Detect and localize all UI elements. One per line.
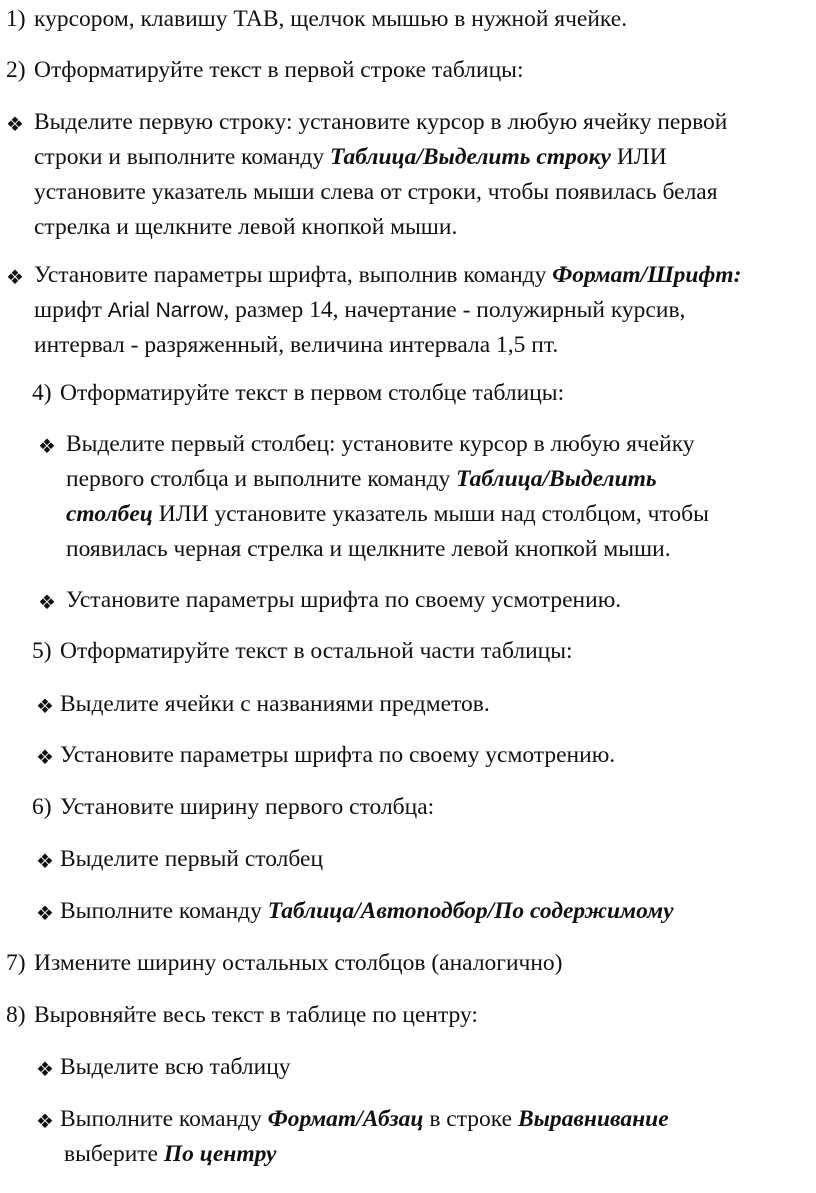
font-name: Arial Narrow bbox=[107, 299, 224, 322]
item-text: Выполните команду Таблица/Автоподбор/По содержимому bbox=[60, 898, 674, 924]
numbered-item-6 bbox=[32, 790, 434, 825]
command-name: Выравнивание bbox=[517, 1106, 669, 1132]
diamond-bullet-icon: ❖ bbox=[38, 434, 56, 458]
item-text-line: Выделите первую строку: установите курсор в любую ячейку первой bbox=[34, 109, 728, 135]
item-text: Отформатируйте текст в первой строке таблицы: bbox=[34, 57, 524, 83]
item-text: Выделите первый столбец bbox=[60, 846, 324, 872]
bullet-item-align-center bbox=[36, 1102, 669, 1172]
numbered-item-7 bbox=[6, 946, 563, 981]
bullet-item-font-params bbox=[6, 258, 741, 363]
item-number: 2) bbox=[6, 57, 26, 83]
command-name: Таблица/Выделить строку bbox=[330, 144, 611, 170]
command-name: Таблица/Выделить bbox=[456, 466, 657, 492]
item-number: 4) bbox=[32, 380, 52, 406]
item-text-line: столбец ИЛИ установите указатель мыши над столбцом, чтобы bbox=[66, 501, 709, 527]
item-number: 5) bbox=[32, 638, 52, 664]
diamond-bullet-icon: ❖ bbox=[6, 112, 24, 136]
item-number: 7) bbox=[6, 950, 26, 976]
numbered-item-8 bbox=[6, 998, 478, 1033]
command-name: Формат/Абзац bbox=[267, 1106, 424, 1132]
bullet-item-font-own bbox=[38, 583, 621, 618]
item-number: 6) bbox=[32, 794, 52, 820]
numbered-item-1 bbox=[6, 2, 627, 37]
diamond-bullet-icon: ❖ bbox=[36, 745, 54, 769]
command-name: По центру bbox=[163, 1141, 277, 1167]
item-text-line: Выделите первый столбец: установите курсор в любую ячейку bbox=[66, 431, 695, 457]
item-text: Установите параметры шрифта по своему усмотрению. bbox=[66, 587, 622, 613]
numbered-item-4 bbox=[32, 376, 564, 411]
command-name: столбец bbox=[66, 501, 153, 527]
command-name: Таблица/Автоподбор/По содержимому bbox=[267, 898, 674, 924]
item-text: курсором, клавишу TAB, щелчок мышью в нужной ячейке. bbox=[34, 6, 628, 32]
bullet-item-autofit bbox=[36, 894, 674, 929]
bullet-item-font-own-2 bbox=[36, 738, 615, 773]
item-text-line: установите указатель мыши слева от строки, чтобы появилась белая bbox=[34, 179, 718, 205]
command-name: Формат/Шрифт: bbox=[552, 262, 742, 288]
diamond-bullet-icon: ❖ bbox=[6, 265, 24, 289]
item-text: Выровняйте весь текст в таблице по центру: bbox=[34, 1002, 478, 1028]
item-text: Выделите ячейки с названиями предметов. bbox=[60, 691, 490, 717]
item-text-line: первого столбца и выполните команду Таблица/Выделить bbox=[66, 466, 657, 492]
item-text-line: появилась черная стрелка и щелкните левой кнопкой мыши. bbox=[66, 536, 671, 562]
diamond-bullet-icon: ❖ bbox=[36, 1109, 54, 1133]
bullet-item-select-table bbox=[36, 1050, 291, 1085]
item-text: Установите параметры шрифта по своему усмотрению. bbox=[60, 742, 616, 768]
diamond-bullet-icon: ❖ bbox=[36, 694, 54, 718]
diamond-bullet-icon: ❖ bbox=[36, 1057, 54, 1081]
item-text-line: Установите параметры шрифта, выполнив команду Формат/Шрифт: bbox=[34, 262, 742, 288]
item-text: Измените ширину остальных столбцов (аналогично) bbox=[34, 950, 563, 976]
item-text-line: выберите По центру bbox=[64, 1141, 277, 1167]
bullet-item-select-first-column bbox=[36, 842, 323, 877]
bullet-item-select-cells bbox=[36, 687, 490, 722]
diamond-bullet-icon: ❖ bbox=[36, 849, 54, 873]
item-text-line: стрелка и щелкните левой кнопкой мыши. bbox=[34, 214, 458, 240]
item-text: Выделите всю таблицу bbox=[60, 1054, 291, 1080]
diamond-bullet-icon: ❖ bbox=[36, 901, 54, 925]
bullet-item-select-row bbox=[6, 105, 727, 245]
bullet-item-select-column bbox=[38, 427, 709, 567]
item-text-line: интервал - разряженный, величина интервала 1,5 пт. bbox=[34, 332, 559, 358]
item-text: Отформатируйте текст в первом столбце таблицы: bbox=[60, 380, 565, 406]
item-number: 1) bbox=[6, 6, 26, 32]
item-number: 8) bbox=[6, 1002, 26, 1028]
item-text-line: Выполните команду Формат/Абзац в строке Выравнивание bbox=[60, 1106, 669, 1132]
item-text: Отформатируйте текст в остальной части таблицы: bbox=[60, 638, 573, 664]
numbered-item-5 bbox=[32, 634, 573, 669]
numbered-item-2 bbox=[6, 53, 523, 88]
item-text: Установите ширину первого столбца: bbox=[60, 794, 435, 820]
item-text-line: строки и выполните команду Таблица/Выделить строку ИЛИ bbox=[34, 144, 667, 170]
diamond-bullet-icon: ❖ bbox=[38, 590, 56, 614]
item-text-line: шрифт Arial Narrow, размер 14, начертание - полужирный курсив, bbox=[34, 297, 686, 323]
